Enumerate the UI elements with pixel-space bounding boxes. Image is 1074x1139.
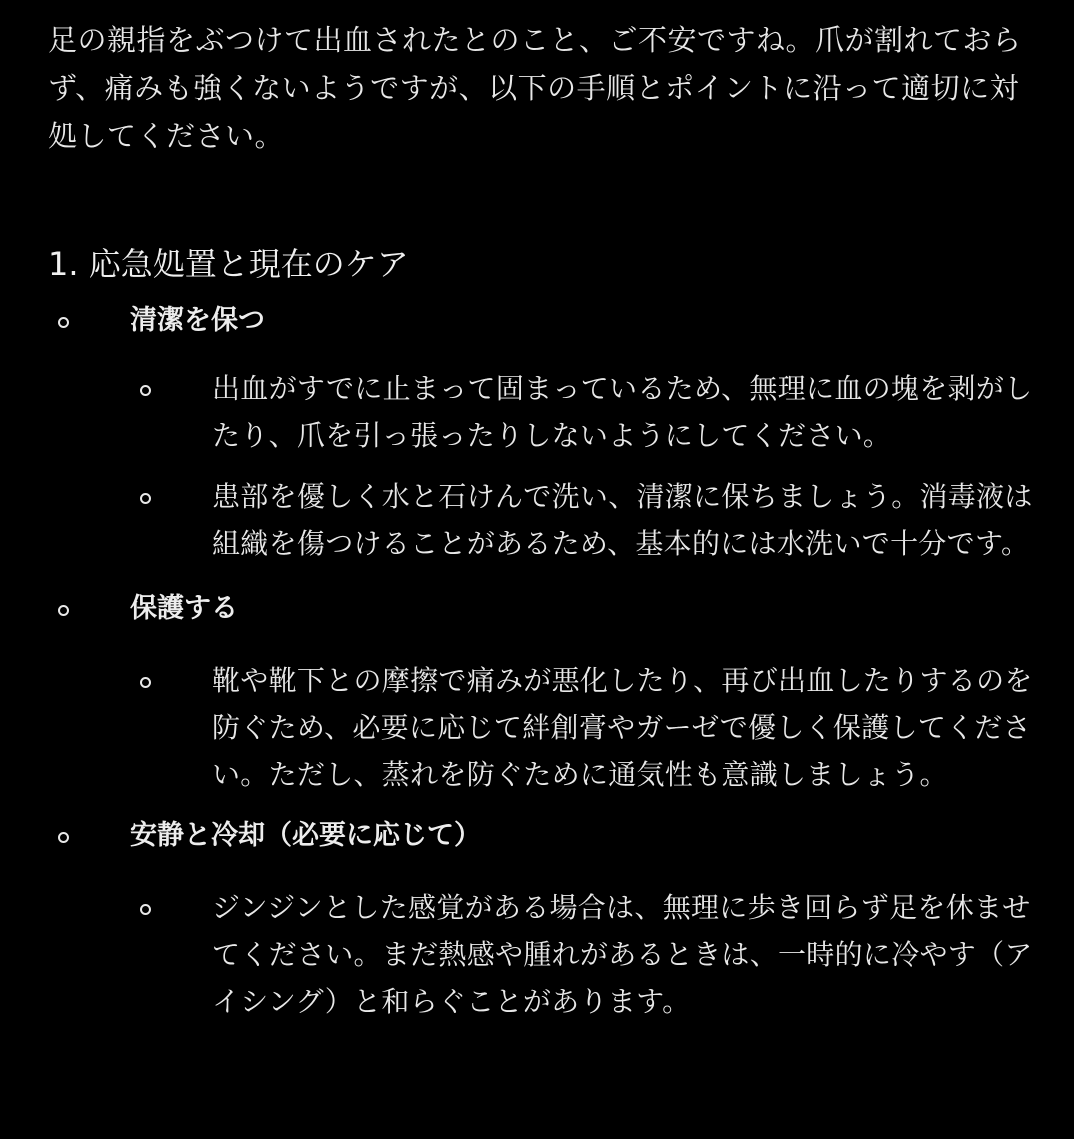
sublist-item: [130, 473, 1038, 567]
list-item-protect: [48, 589, 1038, 798]
message-content: [48, 16, 1038, 1025]
sublist-item-text: 靴や靴下との摩擦で痛みが悪化したり、再び出血したりするのを防ぐため、必要に応じて絆創膏やガーゼで優しく保護してください。ただし、蒸れを防ぐために通気性も意識しましょう。: [212, 664, 1033, 791]
sublist-rest-cool: [130, 884, 1038, 1025]
sublist-item: [130, 884, 1038, 1025]
item-label-rest-cool: 安静と冷却（必要に応じて）: [130, 820, 481, 851]
sublist-keep-clean: [130, 365, 1038, 567]
intro-paragraph: 足の親指をぶつけて出血されたとのこと、ご不安ですね。爪が割れておらず、痛みも強くないようですが、以下の手順とポイントに沿って適切に対処してください。: [48, 23, 1022, 153]
item-label-protect: 保護する: [130, 593, 238, 624]
list-item-rest-cool: [48, 816, 1038, 1025]
sublist-protect: [130, 657, 1038, 798]
hollow-bullet-icon: [58, 832, 69, 843]
hollow-bullet-icon: [140, 677, 151, 688]
section-heading: 1. 応急処置と現在のケア: [48, 245, 409, 283]
sublist-item-text: 患部を優しく水と石けんで洗い、清潔に保ちましょう。消毒液は組織を傷つけることがあるため、基本的には水洗いで十分です。: [212, 480, 1033, 560]
sublist-item-text: 出血がすでに止まって固まっているため、無理に血の塊を剥がしたり、爪を引っ張ったりしないようにしてください。: [212, 372, 1033, 452]
sublist-item-text: ジンジンとした感覚がある場合は、無理に歩き回らず足を休ませてください。まだ熱感や腫れがあるときは、一時的に冷やす（アイシング）と和らぐことがあります。: [212, 891, 1033, 1018]
hollow-bullet-icon: [58, 317, 69, 328]
sublist-item: [130, 657, 1038, 798]
hollow-bullet-icon: [140, 385, 151, 396]
sublist-item: [130, 365, 1038, 459]
care-list: [48, 296, 1038, 1025]
hollow-bullet-icon: [140, 904, 151, 915]
item-label-keep-clean: 清潔を保つ: [130, 305, 265, 336]
hollow-bullet-icon: [140, 493, 151, 504]
list-item-keep-clean: [48, 296, 1038, 567]
hollow-bullet-icon: [58, 605, 69, 616]
